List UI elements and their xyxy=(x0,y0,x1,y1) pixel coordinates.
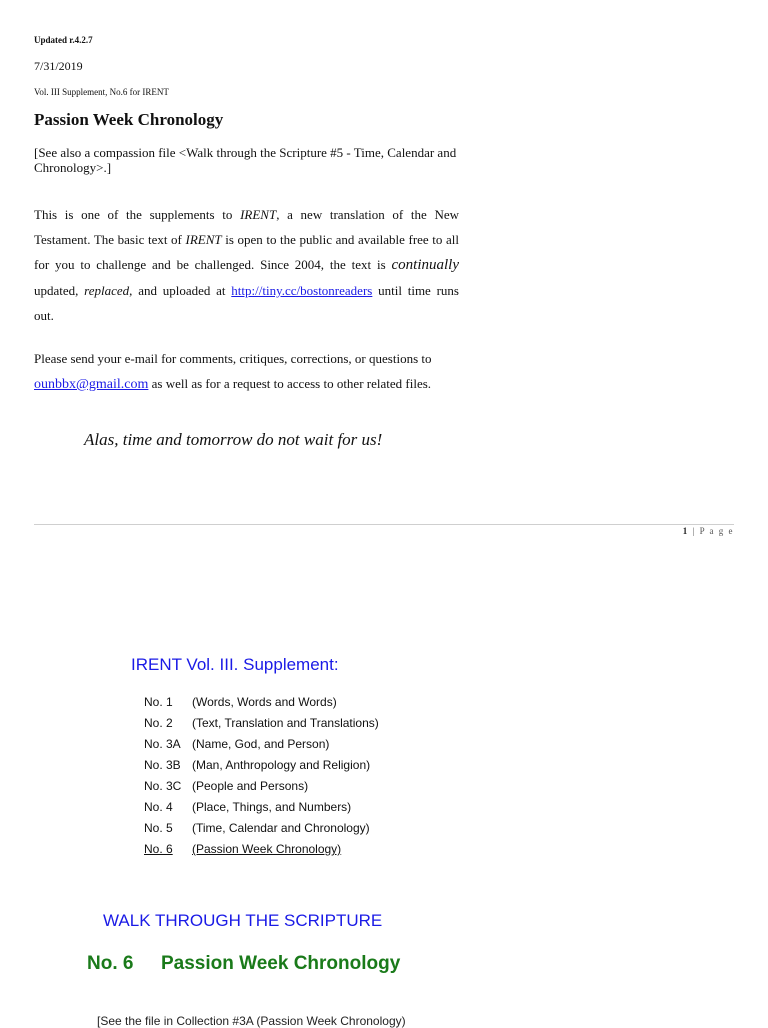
replaced-emphasis: replaced xyxy=(84,283,130,298)
section-heading xyxy=(87,953,400,975)
supplement-list xyxy=(144,692,379,860)
walk-heading: WALK THROUGH THE SCRIPTURE xyxy=(103,911,383,930)
document-date: 7/31/2019 xyxy=(34,59,83,73)
page-divider xyxy=(34,524,734,525)
update-version: Updated r.4.2.7 xyxy=(34,35,93,45)
supplement-item: No. 1 (Words, Words and Words) xyxy=(144,695,337,709)
bostonreaders-link[interactable]: http://tiny.cc/bostonreaders xyxy=(231,283,373,298)
supplement-heading: IRENT Vol. III. Supplement: xyxy=(131,655,339,674)
supplement-item: No. 4 (Place, Things, and Numbers) xyxy=(144,800,352,814)
intro-paragraph: This is one of the supplements to IRENT, a new translation of the New Testament. The basic text of IRENT is open to the public and available free to all for you to challenge and be challenged. Since 2004, the text is continually updated, replaced, and uploaded at http://tiny.cc/bostonreaders until time runs out. xyxy=(34,207,460,323)
motto-quote: Alas, time and tomorrow do not wait for us! xyxy=(84,430,383,449)
cut-off-text: [See the file in Collection #3A (Passion Week Chronology) xyxy=(97,1014,406,1028)
supplement-item-current: No. 6 (Passion Week Chronology) xyxy=(144,842,342,856)
contact-paragraph: Please send your e-mail for comments, critiques, corrections, or questions to ounbbx@gmail.com as well as for a request to access to other related files. xyxy=(34,351,432,392)
volume-line: Vol. III Supplement, No.6 for IRENT xyxy=(34,87,169,97)
irent-emphasis: IRENT xyxy=(185,232,222,247)
document-title: Passion Week Chronology xyxy=(34,110,224,129)
see-also-note: [See also a compassion file <Walk through the Scripture #5 - Time, Calendar and Chronology>.] xyxy=(34,145,457,175)
supplement-item: No. 2 (Text, Translation and Translations) xyxy=(144,716,379,730)
email-link[interactable]: ounbbx@gmail.com xyxy=(34,377,149,392)
continually-emphasis: continually xyxy=(391,257,459,273)
section-number: No. 6 xyxy=(87,953,134,974)
supplement-item: No. 3A (Name, God, and Person) xyxy=(144,737,330,751)
supplement-item: No. 5 (Time, Calendar and Chronology) xyxy=(144,821,370,835)
page-footer: 1 | P a g e xyxy=(682,526,734,536)
supplement-item: No. 3C (People and Persons) xyxy=(144,779,309,793)
irent-emphasis: IRENT xyxy=(240,207,277,222)
section-title: Passion Week Chronology xyxy=(161,953,401,974)
supplement-item: No. 3B (Man, Anthropology and Religion) xyxy=(144,758,371,772)
